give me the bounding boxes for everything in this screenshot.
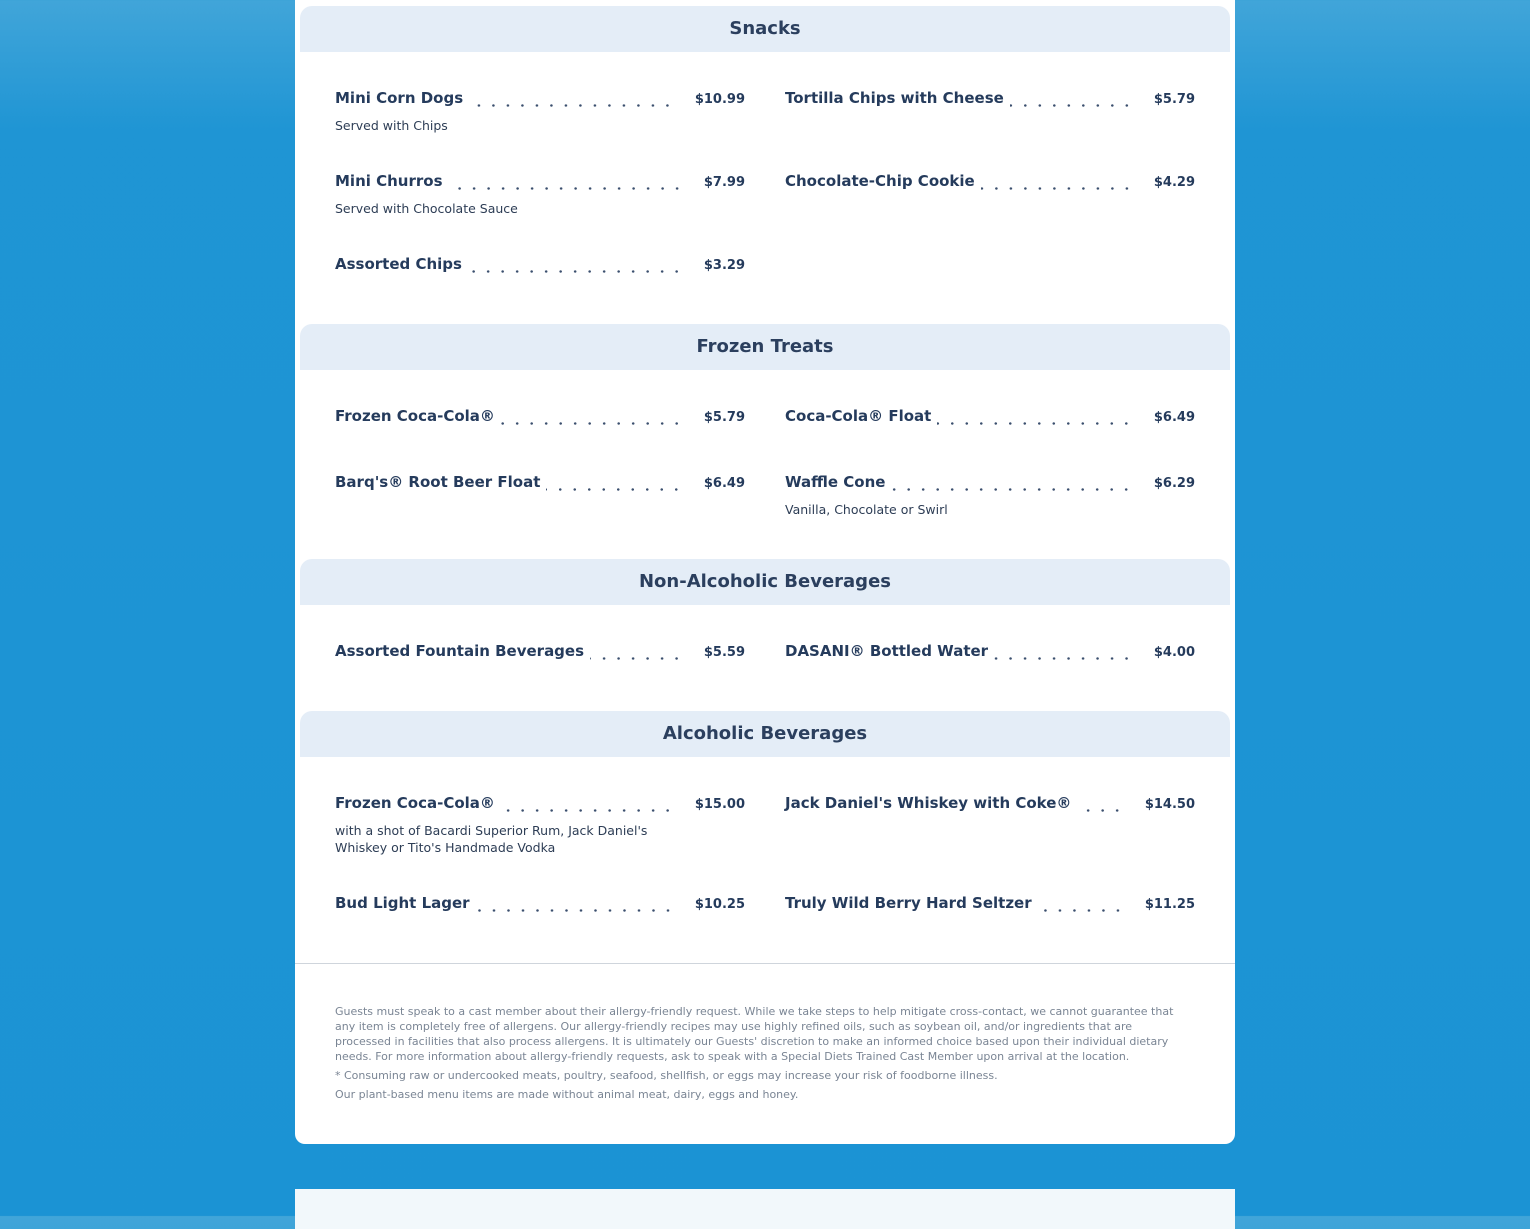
item-name: Mini Churros	[335, 172, 443, 190]
raw-food-disclaimer: * Consuming raw or undercooked meats, poultry, seafood, shellfish, or eggs may increase your risk of foodborne illness.	[335, 1069, 998, 1082]
menu-item	[335, 894, 745, 914]
dot-leader	[590, 657, 684, 660]
menu-item	[785, 642, 1195, 662]
item-price: $4.00	[1153, 645, 1195, 660]
item-price: $5.79	[703, 410, 745, 425]
menu-item	[785, 894, 1195, 914]
menu-item	[335, 172, 745, 217]
item-name: Tortilla Chips with Cheese	[785, 89, 1004, 107]
menu-item	[785, 407, 1195, 427]
item-price: $11.25	[1144, 897, 1195, 912]
menu-item	[785, 89, 1195, 109]
item-name: Jack Daniel's Whiskey with Coke®	[785, 794, 1072, 812]
plant-based-note: Our plant-based menu items are made without animal meat, dairy, eggs and honey.	[335, 1088, 799, 1101]
menu-card	[295, 0, 1235, 1144]
item-name: Assorted Chips	[335, 255, 462, 273]
item-name: Frozen Coca-Cola®	[335, 407, 495, 425]
dot-leader	[449, 187, 684, 190]
item-price: $7.99	[703, 175, 745, 190]
disclaimers	[335, 1004, 1185, 1106]
item-price: $4.29	[1153, 175, 1195, 190]
dot-leader	[891, 488, 1133, 491]
dot-leader	[981, 187, 1134, 190]
item-price: $14.50	[1144, 797, 1195, 812]
menu-item	[335, 794, 745, 856]
menu-item	[785, 794, 1195, 814]
dot-leader	[546, 488, 684, 491]
dot-leader	[937, 422, 1134, 425]
next-panel	[295, 1189, 1235, 1229]
dot-leader	[501, 422, 684, 425]
item-price: $6.49	[703, 476, 745, 491]
item-name: DASANI® Bottled Water	[785, 642, 989, 660]
item-price: $15.00	[694, 797, 745, 812]
item-description: Served with Chocolate Sauce	[335, 201, 518, 216]
item-name: Coca-Cola® Float	[785, 407, 932, 425]
item-name: Mini Corn Dogs	[335, 89, 464, 107]
dot-leader	[994, 657, 1134, 660]
menu-item	[335, 407, 745, 427]
dot-leader	[468, 270, 684, 273]
section-header-alcoholic: Alcoholic Beverages	[300, 711, 1230, 757]
item-price: $6.49	[1153, 410, 1195, 425]
item-price: $10.25	[694, 897, 745, 912]
allergy-disclaimer: Guests must speak to a cast member about their allergy-friendly request. While we take steps to help mitigate cross-contact, we cannot guarantee that any item is completely free of allergens. Our allergy-friendly recipes may use highly refined oils, such as soybean oil, and/or ingredients that are processed in facilities that also process allergens. It is ultimately our Guests' discretion to make an informed choice based upon their individual dietary needs. For more information about allergy-friendly requests, ask to speak with a Special Diets Trained Cast Member upon arrival at the location.	[335, 1005, 1174, 1063]
item-name: Assorted Fountain Beverages	[335, 642, 585, 660]
dot-leader	[1010, 104, 1134, 107]
dot-leader	[1077, 809, 1124, 812]
item-description: with a shot of Bacardi Superior Rum, Jack Daniel's Whiskey or Tito's Handmade Vodka	[335, 823, 648, 855]
menu-item	[785, 473, 1195, 518]
item-name: Bud Light Lager	[335, 894, 470, 912]
section-header-non-alcoholic: Non-Alcoholic Beverages	[300, 559, 1230, 605]
dot-leader	[469, 104, 675, 107]
section-header-snacks: Snacks	[300, 6, 1230, 52]
item-name: Truly Wild Berry Hard Seltzer	[785, 894, 1032, 912]
item-price: $3.29	[703, 258, 745, 273]
section-header-frozen-treats: Frozen Treats	[300, 324, 1230, 370]
dot-leader	[501, 809, 675, 812]
menu-item	[785, 172, 1195, 192]
item-price: $6.29	[1153, 476, 1195, 491]
item-name: Frozen Coca-Cola®	[335, 794, 495, 812]
item-price: $10.99	[694, 92, 745, 107]
item-price: $5.79	[1153, 92, 1195, 107]
divider	[295, 963, 1235, 964]
menu-item	[335, 473, 745, 493]
menu-item	[335, 89, 745, 134]
item-name: Chocolate-Chip Cookie	[785, 172, 975, 190]
menu-item	[335, 642, 745, 662]
item-description: Served with Chips	[335, 118, 448, 133]
item-name: Waffle Cone	[785, 473, 886, 491]
item-description: Vanilla, Chocolate or Swirl	[785, 502, 948, 517]
item-price: $5.59	[703, 645, 745, 660]
item-name: Barq's® Root Beer Float	[335, 473, 541, 491]
dot-leader	[1038, 909, 1125, 912]
menu-item	[335, 255, 745, 275]
dot-leader	[476, 909, 675, 912]
